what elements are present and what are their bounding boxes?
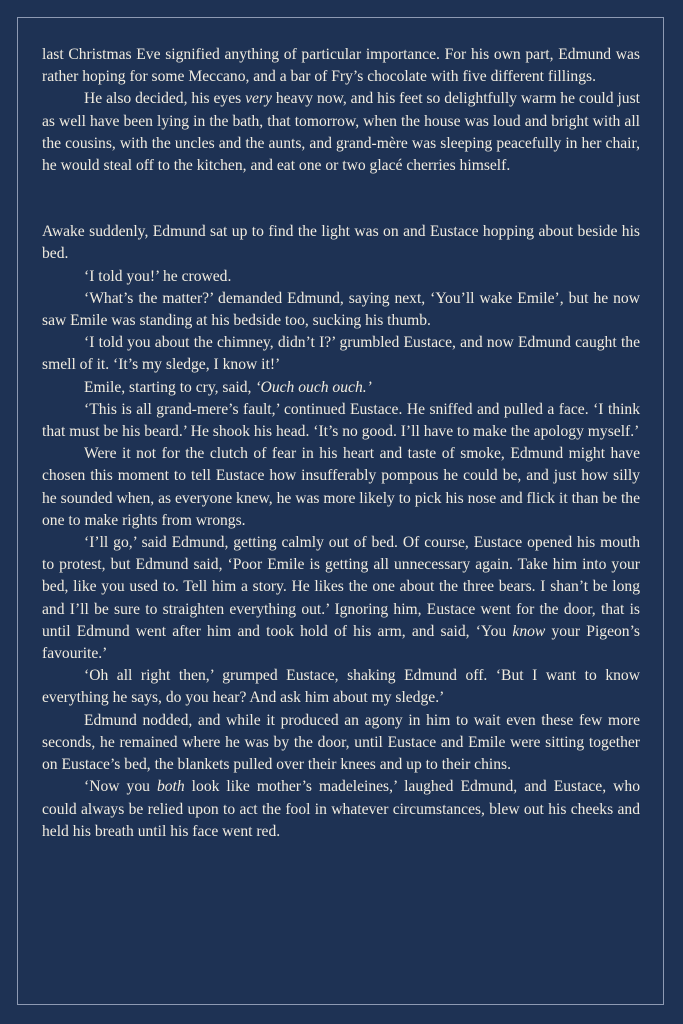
paragraph-2: He also decided, his eyes very heavy now, and his feet so delightfully warm he could just as well have been lying in the bath, that tomorrow, when the house was loud and bright with all the cousins, with the uncles and the aunts, and grand-mère was sleeping peacefully in her chair, he would steal off to the kitchen, and eat one or two glacé cherries himself.: [42, 90, 640, 175]
paragraph-4: ‘I told you!’ he crowed.: [84, 267, 232, 285]
paragraph-9: Were it not for the clutch of fear in his heart and taste of smoke, Edmund might have chosen this moment to tell Eustace how insufferably pompous he could be, and just how silly he sounded when, as everyone knew, he was more likely to pick his nose and flick it than be the one to make rights from wrongs.: [42, 445, 640, 529]
paragraph-8: ‘This is all grand-mere’s fault,’ continued Eustace. He sniffed and pulled a face. ‘I think that must be his beard.’ He shook his head. ‘It’s no good. I’ll have to make the apology myself.’: [42, 400, 640, 441]
paragraph-5: ‘What’s the matter?’ demanded Edmund, saying next, ‘You’ll wake Emile’, but he now saw Emile was standing at his bedside too, sucking his thumb.: [42, 289, 640, 330]
paragraph-1: last Christmas Eve signified anything of particular importance. For his own part, Edmund was rather hoping for some Meccano, and a bar of Fry’s chocolate with five different fillings.: [42, 46, 640, 86]
emphasis-know: know: [512, 622, 546, 640]
paragraph-10: ‘I’ll go,’ said Edmund, getting calmly out of bed. Of course, Eustace opened his mouth to protest, but Edmund said, ‘Poor Emile is getting all unnecessary again. Take him into your bed, like you used to. Tell him a story. He likes the one about the three bears. I shan’t be long and I’ll be sure to straighten everything out.’ Ignoring him, Eustace went for the door, that is until Edmund went after him and took hold of his arm, and said, ‘You know your Pigeon’s favourite.’: [42, 534, 640, 663]
emphasis-ouch: ‘Ouch ouch ouch.’: [255, 378, 372, 396]
emphasis-very: very: [245, 90, 272, 108]
emphasis-both: both: [156, 778, 185, 796]
paragraph-7: Emile, starting to cry, said, ‘Ouch ouch ouch.’: [84, 378, 372, 396]
paragraph-3: Awake suddenly, Edmund sat up to find the light was on and Eustace hopping about beside his bed.: [42, 223, 640, 263]
paragraph-6: ‘I told you about the chimney, didn’t I?’ grumbled Eustace, and now Edmund caught the smell of it. ‘It’s my sledge, I know it!’: [42, 334, 640, 374]
section-break: [42, 177, 640, 221]
paragraph-11: ‘Oh all right then,’ grumped Eustace, shaking Edmund off. ‘But I want to know everything he says, do you hear? And ask him about my sledge.’: [42, 667, 640, 707]
paragraph-13: ‘Now you both look like mother’s madeleines,’ laughed Edmund, and Eustace, who could always be relied upon to act the fool in whatever circumstances, blew out his cheeks and held his breath until his face went red.: [42, 778, 640, 840]
story-text: [42, 44, 640, 843]
paragraph-12: Edmund nodded, and while it produced an agony in him to wait even these few more seconds, he remained where he was by the door, until Eustace and Emile were sitting together on Eustace’s bed, the blankets pulled over their knees and up to their chins.: [42, 711, 640, 774]
